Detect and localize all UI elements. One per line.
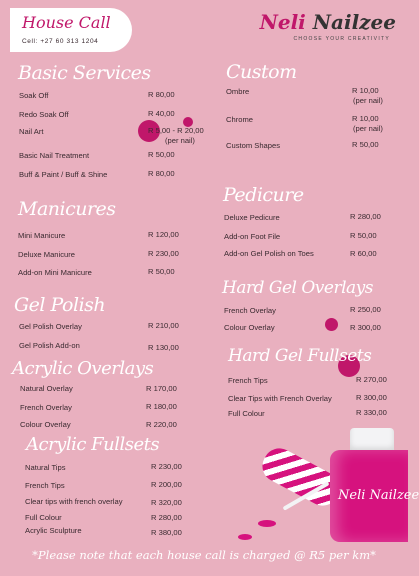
item-name: French Overlay xyxy=(224,306,276,315)
item-name: Custom Shapes xyxy=(226,141,281,150)
item-name: French Tips xyxy=(228,376,268,385)
item-name: Natural Overlay xyxy=(20,384,73,393)
item-price: R 50,00 xyxy=(148,267,175,276)
item-price: R 170,00 xyxy=(146,384,177,393)
item-price: R 50,00 xyxy=(148,150,175,159)
item-name: Deluxe Pedicure xyxy=(224,213,280,222)
section-title-acrylic-fullsets: Acrylic Fullsets xyxy=(26,434,160,455)
item-price: R 230,00 xyxy=(148,249,179,258)
nail-polish-bottle-illustration xyxy=(250,420,419,550)
item-price: R 300,00 xyxy=(356,393,387,402)
item-name: Deluxe Manicure xyxy=(18,250,75,259)
item-name: Buff & Paint / Buff & Shine xyxy=(19,170,108,179)
item-price: R 300,00 xyxy=(350,323,381,332)
item-price: R 180,00 xyxy=(146,402,177,411)
section-title-acrylic-overlays: Acrylic Overlays xyxy=(12,358,154,379)
item-price: R 280,00 xyxy=(151,513,182,522)
cell-number: Cell: +27 60 313 1204 xyxy=(22,38,99,45)
brand-logo xyxy=(260,10,396,42)
item-note: (per nail) xyxy=(165,136,195,145)
item-price: R 120,00 xyxy=(148,230,179,239)
item-price: R 80,00 xyxy=(148,90,175,99)
item-name: Chrome xyxy=(226,115,254,124)
item-name: Add-on Gel Polish on Toes xyxy=(224,249,314,258)
bottle-label: Neli Nailzee xyxy=(338,488,419,503)
item-name: Clear Tips with French Overlay xyxy=(228,394,332,403)
item-name: Mini Manicure xyxy=(18,231,66,240)
polish-drip xyxy=(258,520,276,527)
section-title-custom: Custom xyxy=(226,61,297,83)
item-note: (per nail) xyxy=(353,124,383,133)
item-price: R 80,00 xyxy=(148,169,175,178)
section-title-basic: Basic Services xyxy=(18,62,151,84)
item-note: (per nail) xyxy=(353,96,383,105)
section-title-hard-gel-fullsets: Hard Gel Fullsets xyxy=(228,346,372,366)
item-name: Gel Polish Overlay xyxy=(19,322,82,331)
item-name: Redo Soak Off xyxy=(19,110,69,119)
item-price: R 220,00 xyxy=(146,420,177,429)
brand-tagline: CHOOSE YOUR CREATIVITY xyxy=(293,36,390,42)
house-call-title: House Call xyxy=(22,13,111,32)
item-name: Add-on Foot File xyxy=(224,232,281,241)
item-name: Basic Nail Treatment xyxy=(19,151,90,160)
item-name: Natural Tips xyxy=(25,463,66,472)
item-name: Nail Art xyxy=(19,127,44,136)
item-price: R 270,00 xyxy=(356,375,387,384)
item-price: R 50,00 xyxy=(352,140,379,149)
item-name: Soak Off xyxy=(19,91,49,100)
item-name: French Tips xyxy=(25,481,65,490)
item-price: R 130,00 xyxy=(148,343,179,352)
item-name: Add-on Mini Manicure xyxy=(18,268,92,277)
item-price: R 230,00 xyxy=(151,462,182,471)
section-title-hard-gel-overlays: Hard Gel Overlays xyxy=(222,278,373,298)
item-name: Full Colour xyxy=(25,513,62,522)
item-name: Acrylic Sculpture xyxy=(25,526,82,535)
polish-drip xyxy=(238,534,252,540)
section-title-manicures: Manicures xyxy=(18,198,116,220)
section-title-pedicure: Pedicure xyxy=(223,184,304,206)
item-name: Clear tips with french overlay xyxy=(25,497,123,506)
item-price: R 10,00 xyxy=(352,86,379,95)
footer-note: *Please note that each house call is charged @ R5 per km* xyxy=(32,548,376,562)
item-price: R 10,00 xyxy=(352,114,379,123)
item-name: French Overlay xyxy=(20,403,72,412)
brand-first: Neli xyxy=(259,10,306,34)
item-price: R 210,00 xyxy=(148,321,179,330)
item-name: Colour Overlay xyxy=(20,420,71,429)
decor-dot xyxy=(325,318,338,331)
item-price: R 320,00 xyxy=(151,498,182,507)
item-price: R 200,00 xyxy=(151,480,182,489)
brand-second: Nailzee xyxy=(305,10,396,34)
item-price: R 60,00 xyxy=(350,249,377,258)
item-price: R 40,00 xyxy=(148,109,175,118)
item-price: R 330,00 xyxy=(356,408,387,417)
item-name: Gel Polish Add-on xyxy=(19,341,80,350)
item-price: R 280,00 xyxy=(350,212,381,221)
house-call-badge xyxy=(10,8,132,52)
item-price: R 5,00 - R 20,00 xyxy=(148,126,204,135)
item-name: Colour Overlay xyxy=(224,323,275,332)
item-name: Ombre xyxy=(226,87,250,96)
item-price: R 50,00 xyxy=(350,231,377,240)
item-price: R 250,00 xyxy=(350,305,381,314)
section-title-gel-polish: Gel Polish xyxy=(14,294,106,316)
item-name: Full Colour xyxy=(228,409,265,418)
item-price: R 380,00 xyxy=(151,528,182,537)
